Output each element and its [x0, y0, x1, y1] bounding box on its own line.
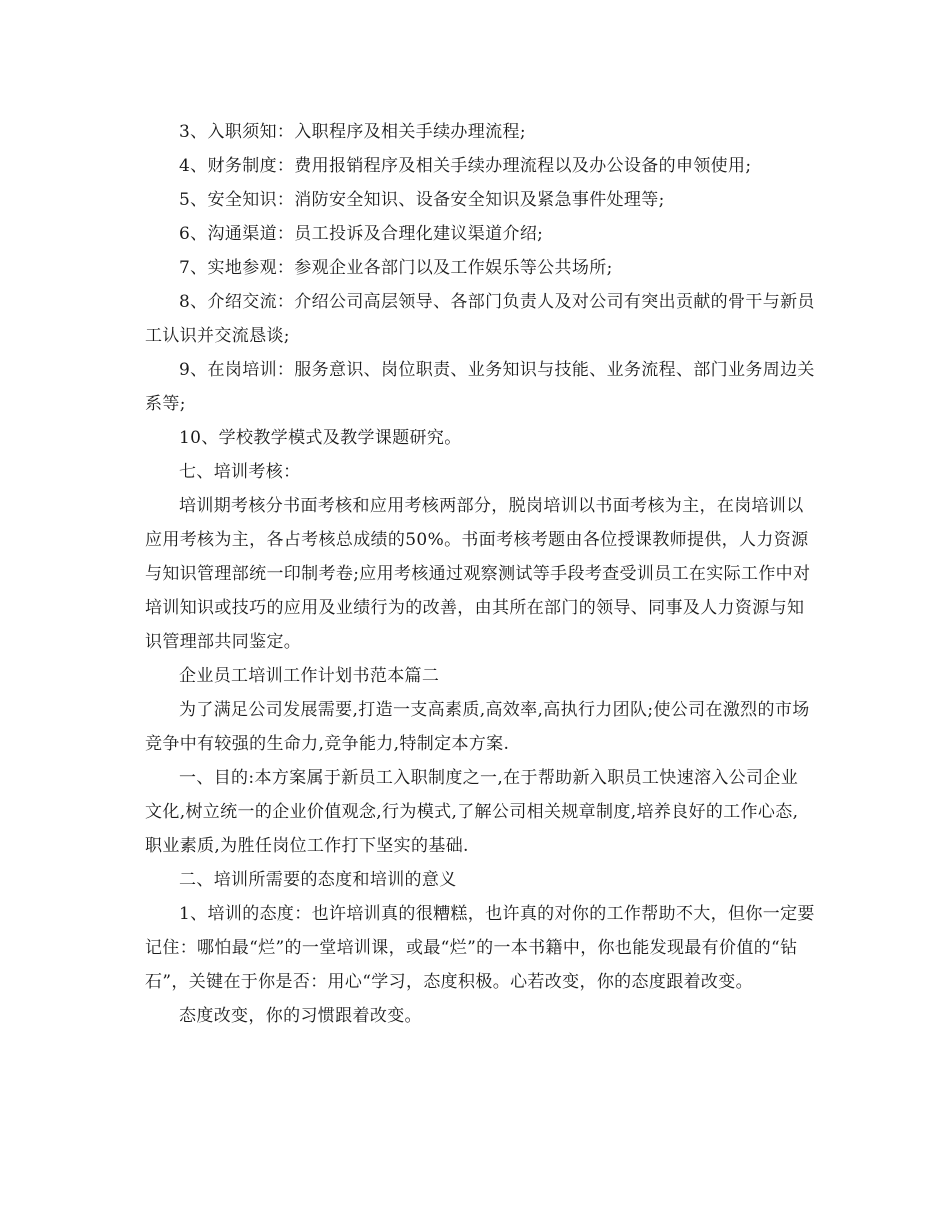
document-body	[145, 115, 815, 1033]
attitude-paragraph: 1、培训的态度：也许培训真的很糟糕，也许真的对你的工作帮助不大，但你一定要记住：哪怕最“烂”的一堂培训课，或最“烂”的一本书籍中，你也能发现最有价值的“钻石”，关键在于你是否：用心“学习，态度积极。心若改变，你的态度跟着改变。	[145, 904, 815, 992]
paragraph-item-5: 5、安全知识：消防安全知识、设备安全知识及紧急事件处理等;	[179, 190, 665, 210]
closing-paragraph: 态度改变，你的习惯跟着改变。	[179, 1006, 422, 1026]
paragraph-item-7: 7、实地参观：参观企业各部门以及工作娱乐等公共场所;	[179, 258, 613, 278]
purpose-paragraph: 一、目的:本方案属于新员工入职制度之一,在于帮助新入职员工快速溶入公司企业文化,树立统一的企业价值观念,行为模式,了解公司相关规章制度,培养良好的工作心态,职业素质,为胜任岗位工作打下坚实的基础.	[145, 768, 799, 856]
section-heading-assessment: 七、培训考核：	[179, 462, 301, 482]
paragraph-item-3: 3、入职须知：入职程序及相关手续办理流程;	[179, 122, 526, 142]
section-heading-attitude: 二、培训所需要的态度和培训的意义	[179, 870, 457, 890]
paragraph-item-8: 8、介绍交流：介绍公司高层领导、各部门负责人及对公司有突出贡献的骨干与新员工认识并交流恳谈;	[145, 292, 815, 346]
paragraph-item-10: 10、学校教学模式及教学课题研究。	[179, 428, 462, 448]
part-two-title: 企业员工培训工作计划书范本篇二	[179, 666, 440, 686]
paragraph-item-6: 6、沟通渠道：员工投诉及合理化建议渠道介绍;	[179, 224, 544, 244]
paragraph-item-9: 9、在岗培训：服务意识、岗位职责、业务知识与技能、业务流程、部门业务周边关系等;	[145, 360, 815, 414]
intro-paragraph: 为了满足公司发展需要,打造一支高素质,高效率,高执行力团队;使公司在激烈的市场竞争中有较强的生命力,竞争能力,特制定本方案.	[145, 700, 810, 754]
assessment-paragraph: 培训期考核分书面考核和应用考核两部分，脱岗培训以书面考核为主，在岗培训以应用考核为主，各占考核总成绩的50%。书面考核考题由各位授课教师提供，人力资源与知识管理部统一印制考卷;应用考核通过观察测试等手段考查受训员工在实际工作中对培训知识或技巧的应用及业绩行为的改善，由其所在部门的领导、同事及人力资源与知识管理部共同鉴定。	[145, 496, 811, 652]
paragraph-item-4: 4、财务制度：费用报销程序及相关手续办理流程以及办公设备的申领使用;	[179, 156, 752, 176]
